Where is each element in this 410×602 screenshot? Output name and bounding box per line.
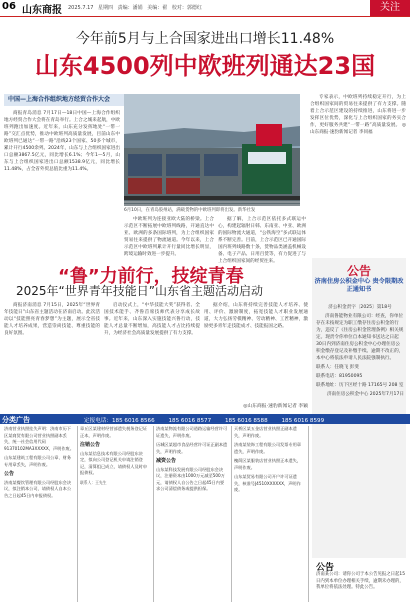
- page-header: [0, 0, 410, 17]
- designer-credit: 美编：翟: [147, 5, 168, 11]
- column-divider: [308, 426, 309, 602]
- second-body-col3: 据介绍，山东将持续完善技能人才培养、使用、评价、激励制度，拓宽技能人才职业发展通道，大力弘扬劳模精神、劳动精神、工匠精神，激励更多青年走技能成才、技能报国之路。: [204, 303, 308, 329]
- lead-headline: 山东4500列中欧班列通达23国: [34, 52, 376, 80]
- classifieds-phones: [84, 416, 336, 424]
- classified-heading: 减资公告: [156, 458, 177, 464]
- proof-credit: 校对：郭德红: [171, 5, 202, 11]
- issue-weekday: 星期四: [98, 5, 114, 11]
- classifieds-col-4: [234, 426, 304, 602]
- second-headline: “鲁”力前行，技绽青春: [58, 266, 244, 287]
- classifieds-phone: 185 6016 8577: [168, 418, 212, 424]
- editor-credit: 责编：潘娟: [117, 5, 143, 11]
- classified-item: 济南营业执照挂失声明：济南市历下区某商贸有限公司营业执照副本丢失，统一社会信用代码91370102MA3XXXXX，声明作废。: [4, 426, 74, 451]
- lead-body-mid: 据了解，上合示范区依托多式联运中心，构建起辐射日韩、东南亚、中亚、欧洲的国际物流大通道，“公铁海空”多式联运体系不断完善。目前，上合示范区已开通国际国内班列线路数十条，货物品类涵盖机械设备、电子产品、日用百货等，有力促进了与上合组织国家间的经贸往来。: [218, 217, 306, 264]
- classifieds-title: 分类广告: [2, 416, 30, 424]
- classified-item: 联系人：王先生: [80, 479, 107, 485]
- classifieds-col-1: [4, 426, 74, 602]
- freight-train-image: [124, 94, 300, 206]
- issue-date: 2025.7.17: [68, 5, 94, 11]
- second-body-col1: 商报济南消息 7月15日，2025年“世界青年技能日”山东省主题活动在济南启动。此次活动以“技能照亮青春梦想”为主题，展示全省技能人才培养成果，营造崇尚技能、尊重技能的良好氛围。: [4, 303, 100, 336]
- classified-item: 历城区某超市食品经营许可证正副本遗失，声明作废。: [156, 442, 228, 454]
- notice-title: 公告: [346, 264, 371, 278]
- second-body-col2: 启动仪式上，“中华技能大奖”获得者、全国技术能手、齐鲁首席技师代表分享成长故事。近年来，山东深入实施技能兴鲁行动，技能人才总量不断增加，高技能人才占比持续提升，为经济社会高质量发展提供了有力支撑。: [104, 303, 200, 336]
- notice2-body: 济南某公司：请你公司于本公告见报之日起15日内到本单位办理相关手续，逾期未办理的，我单位将依法处理。特此公告。: [316, 572, 406, 590]
- second-subhead: 2025年“世界青年技能日”山东省主题活动启动: [16, 284, 263, 298]
- train-photo: [124, 94, 300, 206]
- classifieds-col-2: [80, 426, 150, 602]
- section-tag: 关注: [370, 0, 410, 16]
- classifieds-phone: 185 6016 8588: [224, 418, 268, 424]
- classified-item: 济南某装饰工程有限公司发票专用章遗失，声明作废。: [234, 442, 302, 454]
- classified-item: 山东某科技发展有限公司经股东会决议，注册资本由1000万元减至500万元，请债权人自公告之日起45日内要求公司清偿债务或提供担保。: [156, 466, 225, 491]
- classified-item: 天桥区某五金店营业执照正副本遗失，声明作废。: [234, 426, 297, 438]
- classifieds-phone: 185 6016 8599: [281, 418, 325, 424]
- notice-phone: 联系电话：81950095: [316, 374, 363, 379]
- lead-body-col4: 专家表示，中欧班列持续稳定开行，为上合组织国家间的贸易往来提供了有力支撑。随着上合示范区建设的持续推进，山东将进一步发挥区位优势，深化与上合组织国家的务实合作，更好服务共建“一带一路”高质量发展。 ◎山东商报·速豹新闻记者 李同福: [310, 95, 406, 135]
- second-byline: ◎山东商报·速豹新闻记者 李颖: [243, 404, 308, 409]
- classifieds-col-3: [156, 426, 228, 602]
- classified-item: 槐荫区某服装店营业执照正本遗失，声明作废。: [234, 458, 302, 470]
- section-name: 山东商报: [22, 5, 62, 16]
- classified-heading: 注销公告: [80, 442, 101, 448]
- column-divider: [231, 426, 232, 602]
- photo-caption: 6月10日，在青岛胶州站，满载货物的中欧班列即将出发。新华社发: [124, 208, 256, 213]
- classifieds-phone: 定报电话：185 6016 8566: [84, 418, 155, 424]
- lead-kicker: 今年前5月与上合国家进出口增长11.48%: [75, 31, 335, 47]
- header-meta: [68, 4, 205, 11]
- notice-address: 联系地址：历下区经十路 17165号 208 室: [316, 383, 404, 388]
- notice2-title: 公告: [316, 563, 335, 573]
- column-divider: [77, 426, 78, 602]
- classified-item: 济南某物流有限公司道路运输经营许可证遗失，声明作废。: [156, 426, 228, 438]
- notice-body: [316, 304, 404, 400]
- page-number: 06: [2, 1, 16, 12]
- classified-heading: 公告: [4, 471, 15, 477]
- column-divider: [153, 426, 154, 602]
- classified-item: 济南某餐饮管理有限公司经股东会决议，拟注销本公司，请债权人自本公告之日起45日内申报债权。: [4, 479, 72, 498]
- lead-subhead: 中国—上海合作组织地方经贸合作大会: [4, 94, 194, 106]
- notice-text: 济南鲁能物业有限公司：经查，你单位存在未按规定为职工缴存住房公积金的行为，违反了《住房公积金管理条例》相关规定。现责令你单位自本通知书送达之日起30日内到济南住房公积金中心办理住房公积金缴存登记及补缴手续。逾期不改正的，本中心将依法申请人民法院强制执行。: [316, 314, 404, 361]
- classified-item: 章丘区某建材经营部遗失税务登记证正本，声明作废。: [80, 426, 148, 438]
- lead-body-right: 中欧班列为连接亚欧大陆的桥梁。上合示范区不断拓展中欧班列线路，开通直达中亚、欧洲的多条国际班列，为上合组织国家贸易往来提供了物流通道。今年以来，上合示范区中欧班列累计开行量同比增长明显，跨境运输时效进一步提升。: [124, 217, 214, 257]
- notice-box: [312, 258, 406, 558]
- notice-contact: 联系人：任晓飞 彭斐: [316, 365, 359, 370]
- notice-subtitle: 济南住房公积金中心 贵令限期改正通知书: [314, 278, 404, 293]
- notice-docno: 济公积金责字〔2025〕第18号: [328, 305, 392, 310]
- notice-footer: 济南住房公积金中心 2025年7月17日: [326, 392, 404, 397]
- lead-body-left: 商报青岛消息 7月17日—18日中国—上海合作组织地方经贸合作大会将在青岛举行。上合之城来起航，中欧班列跑出加速度。近年来，山东充分发挥地处“一带一路”交汇点优势，推动中欧班列高质量发展，目前山东中欧班列已通达“一带一路”沿线23个国家、50多个城市，累计开行4500余列。2024年，山东与上合组织国家进出口总额3867.5亿元，同比增长6.1%；今年1—5月，山东与上合组织国家进出口总额1538.9亿元，同比增长11.48%，占全省外贸总值比重为11.4%。: [4, 111, 120, 172]
- classified-item: 山东某贸易有限公司开户许可证遗失，核准号J4510XXXXXX，声明作废。: [234, 474, 301, 492]
- classified-item: 山东某建筑工程有限公司公章、财务专用章丢失，声明作废。: [4, 455, 72, 467]
- classified-item: 山东某信息技术有限公司经股东决定，拟向公司登记机关申请注销登记，清算组已成立，请债权人及时申报债权。: [80, 450, 148, 475]
